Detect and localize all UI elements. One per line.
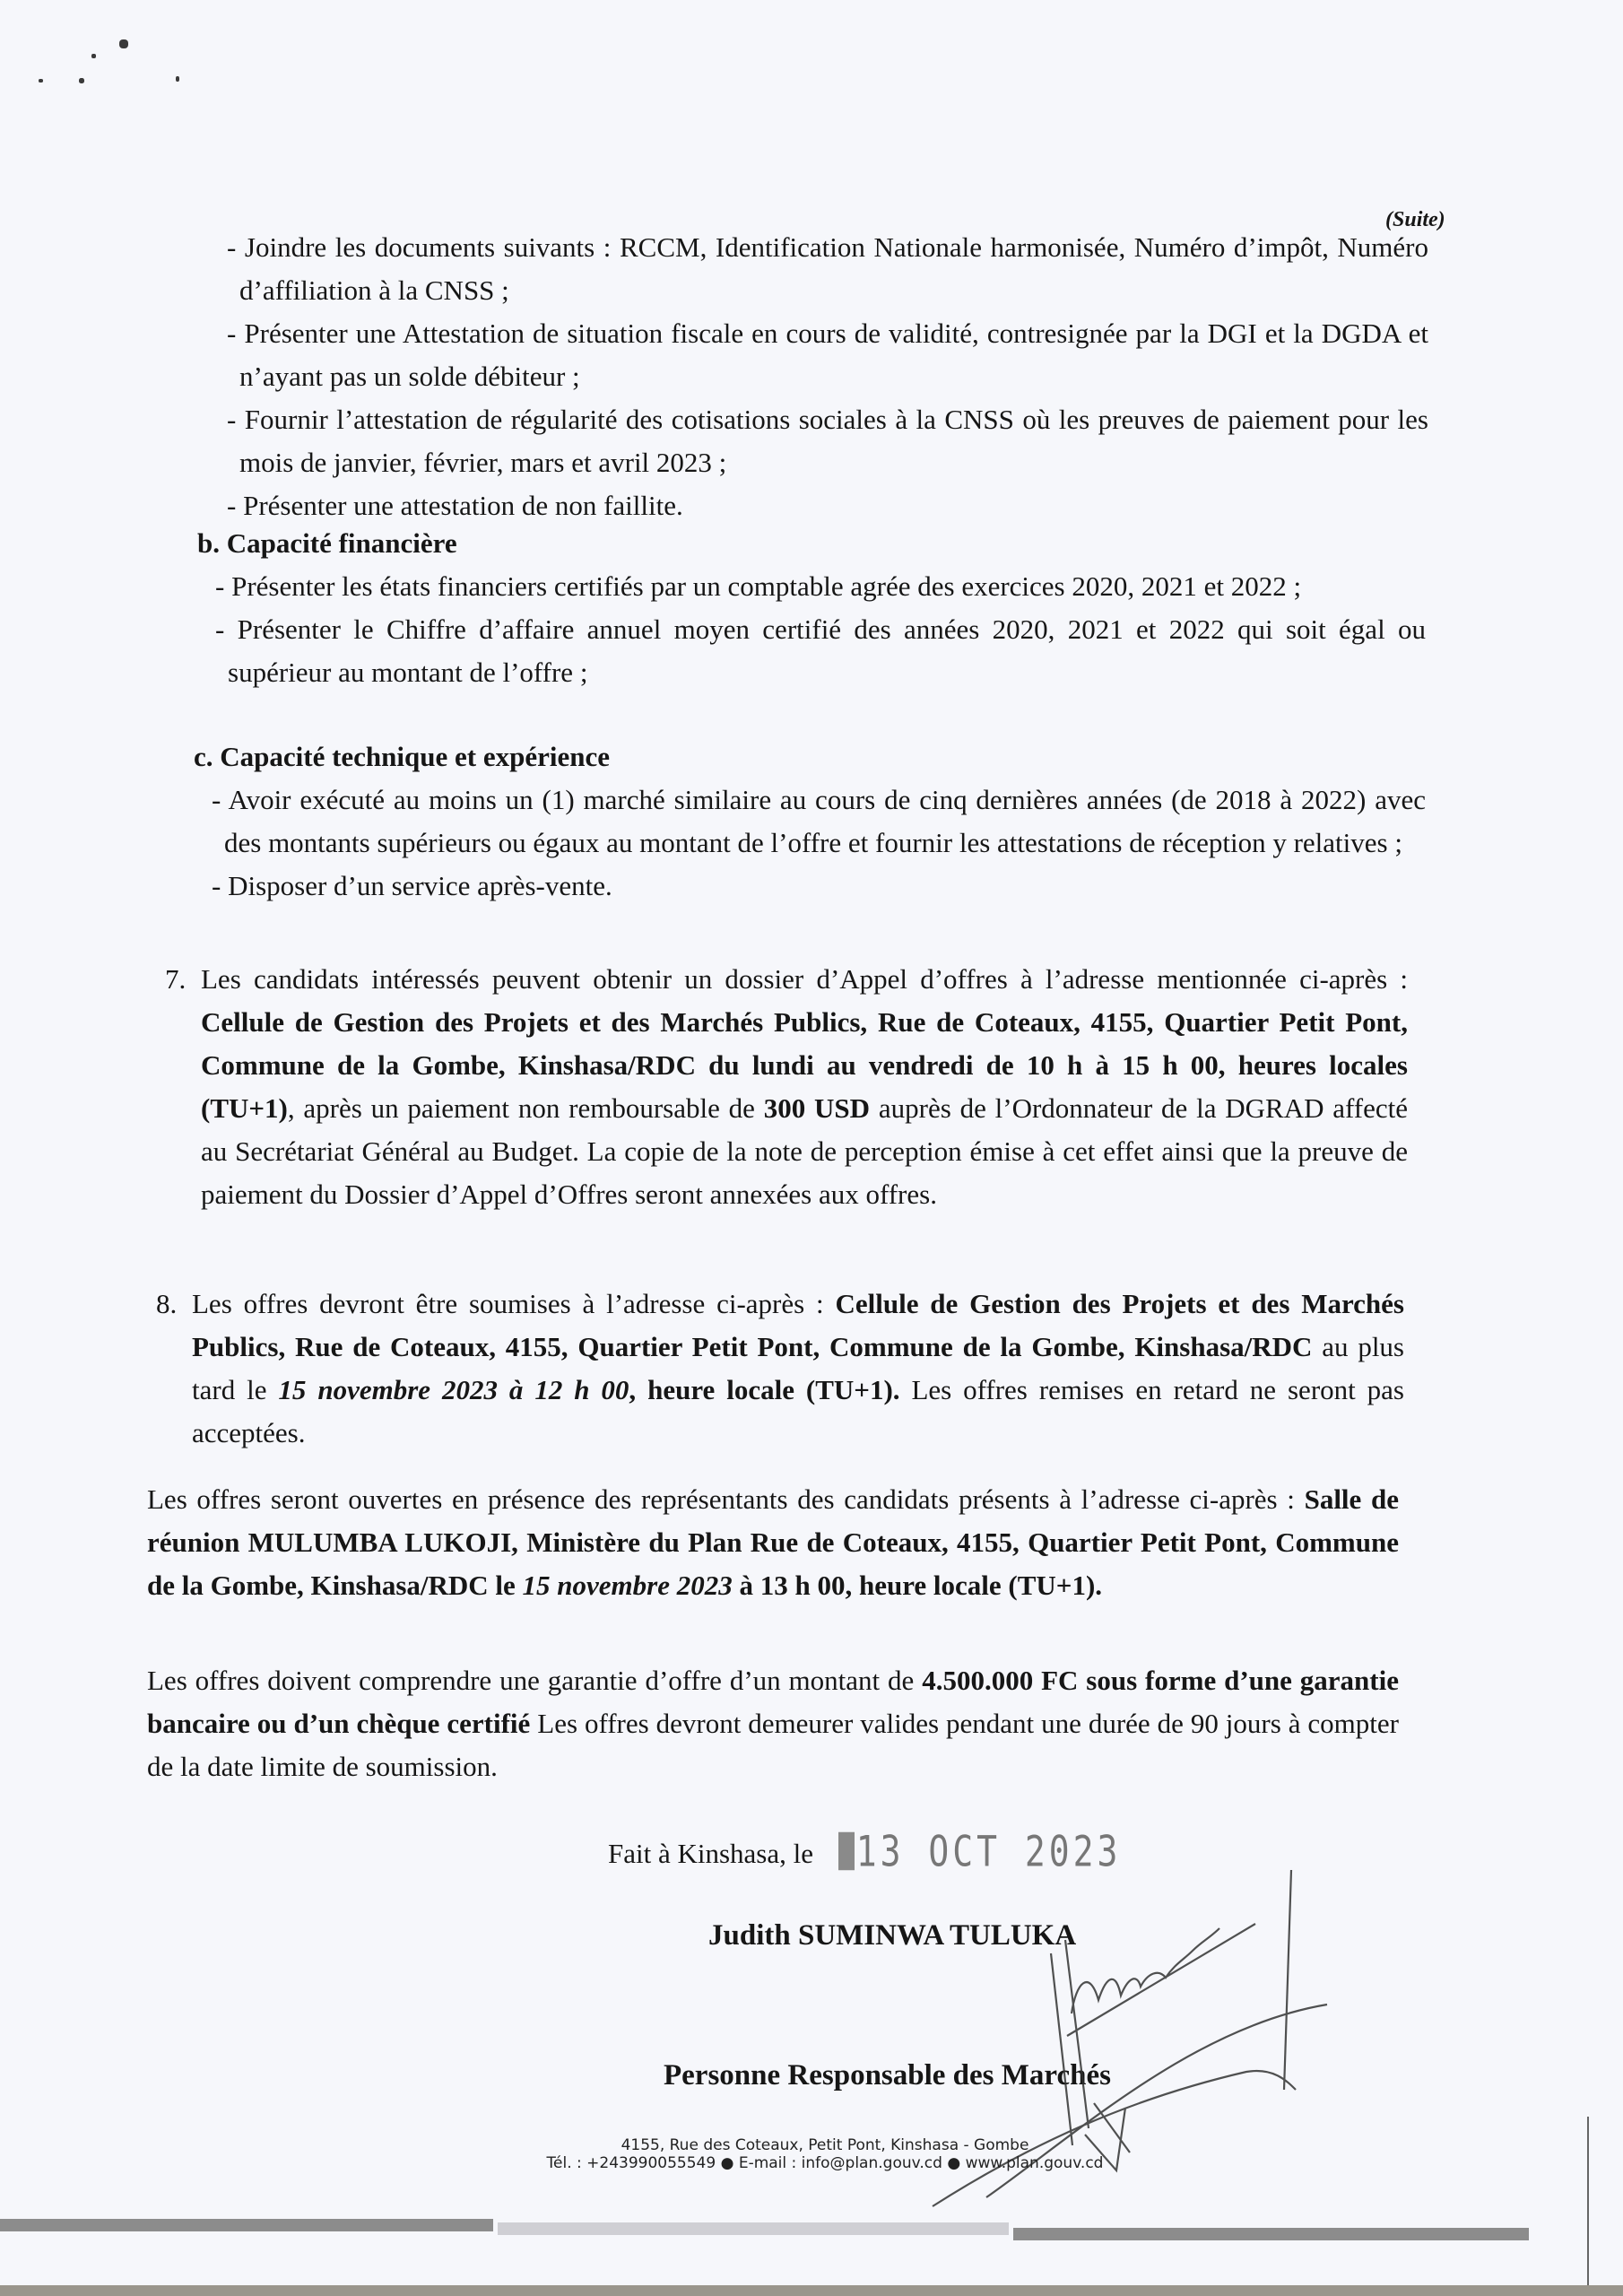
item-text: , après un paiement non remboursable de [287,1092,764,1124]
item-8 [156,1283,1404,1455]
opening-time: à 13 h 00, heure locale (TU+1). [732,1570,1103,1601]
footer-bar-dark-right [1013,2228,1529,2240]
item-number: 7. [165,963,187,995]
footer-email[interactable]: E-mail : info@plan.gouv.cd [738,2154,942,2172]
item-address: Cellule de Gestion des Projets et des Marchés Publics, Rue de Coteaux, 4155, Quartier Petit Pont, Commune de la Gombe, Kinshasa/RDC [192,1288,1404,1362]
item-number: 8. [156,1288,178,1319]
continuation-label: (Suite) [1385,208,1445,231]
item-text: Les candidats intéressés peuvent obtenir un dossier d’Appel d’offres à l’adresse mentionnée ci-après : [201,963,1408,995]
section-heading: c. Capacité technique et expérience [194,741,611,772]
item-fee: 300 USD [763,1092,871,1124]
footer-bar-dark-left [0,2219,493,2231]
page-edge-line [1587,2117,1589,2287]
list-item: - Présenter une Attestation de situation fiscale en cours de validité, contresignée par la DGI et la DGDA et n’ayant pas un solde débiteur ; [227,317,1428,392]
item-text: Les offres devront être soumises à l’adresse ci-après : [192,1288,836,1319]
item-text: , heure locale (TU+1). [629,1374,900,1405]
place-label: Fait à Kinshasa, le [608,1838,814,1869]
footer-website[interactable]: www.plan.gouv.cd [965,2154,1104,2172]
footer-phone: Tél. : +243990055549 [546,2154,716,2172]
item-text: auprès de l’Ordonnateur de la DGRAD affecté au Secrétariat Général au Budget. La copie de la note de perception émise à cet effet ainsi que la preuve de paiement du Dossier d’Appel d’Offres seront annexées aux offres. [201,1092,1409,1210]
opening-venue: Salle de réunion MULUMBA LUKOJI, Ministère du Plan Rue de Coteaux, 4155, Quartier Petit Pont, Commune de la Gombe, Kinshasa/RDC le [147,1483,1399,1601]
item-deadline: 15 novembre 2023 à 12 h 00 [278,1374,629,1405]
opening-date: 15 novembre 2023 [522,1570,733,1601]
footer-address: 4155, Rue des Coteaux, Petit Pont, Kinshasa - Gombe [621,2136,1029,2154]
list-item: - Fournir l’attestation de régularité des cotisations sociales à la CNSS où les preuves de paiement pour les mois de janvier, février, mars et avril 2023 ; [227,404,1428,478]
section-b [197,522,1426,694]
section-heading: b. Capacité financière [197,527,457,559]
paragraph-text: Les offres seront ouvertes en présence des représentants des candidats présents à l’adresse ci-après : [147,1483,1305,1515]
bullet-dot-icon: ● [947,2154,966,2172]
paragraph-text: Les offres doivent comprendre une garantie d’offre d’un montant de [147,1665,923,1696]
section-c [194,735,1426,908]
list-item: - Présenter une attestation de non faillite. [227,490,683,521]
opening-paragraph [147,1478,1399,1607]
footer-contact [511,2136,1139,2172]
scan-bottom-edge [0,2285,1623,2296]
list-item: - Présenter le Chiffre d’affaire annuel moyen certifié des années 2020, 2021 et 2022 qui soit égal ou supérieur au montant de l’offre ; [215,613,1426,688]
footer-bar-light [498,2222,1009,2235]
guarantee-amount: 4.500.000 FC sous forme d’une garantie bancaire ou d’un chèque certifié [147,1665,1399,1739]
list-item: - Présenter les états financiers certifiés par un comptable agrée des exercices 2020, 2021 et 2022 ; [215,570,1302,602]
section-a-list [227,226,1428,527]
paragraph-text: Les offres devront demeurer valides pendant une durée de 90 jours à compter de la date limite de soumission. [147,1708,1399,1782]
item-text: au plus tard le [192,1331,1404,1405]
date-stamp: 13 OCT 2023 [838,1827,1122,1876]
place-date-line [608,1826,1122,1876]
item-address: Cellule de Gestion des Projets et des Marchés Publics, Rue de Coteaux, 4155, Quartier Petit Pont, Commune de la Gombe, Kinshasa/RDC du lundi au vendredi de 10 h à 15 h 00, heures locales (TU+1) [201,1006,1408,1124]
scan-specks [36,27,215,99]
item-text: Les offres remises en retard ne seront pas acceptées. [192,1374,1404,1448]
list-item: - Joindre les documents suivants : RCCM, Identification Nationale harmonisée, Numéro d’impôt, Numéro d’affiliation à la CNSS ; [227,231,1428,306]
guarantee-paragraph [147,1659,1399,1788]
list-item: - Avoir exécuté au moins un (1) marché similaire au cours de cinq dernières années (de 2018 à 2022) avec des montants supérieurs ou égaux au montant de l’offre et fournir les attestations de réception y relatives ; [212,784,1426,858]
footer-contacts-line [511,2154,1139,2172]
signer-title: Personne Responsable des Marchés [664,2059,1111,2092]
list-item: - Disposer d’un service après-vente. [212,870,612,901]
signer-name: Judith SUMINWA TULUKA [708,1919,1077,1952]
bullet-dot-icon: ● [720,2154,739,2172]
item-7 [165,958,1409,1216]
